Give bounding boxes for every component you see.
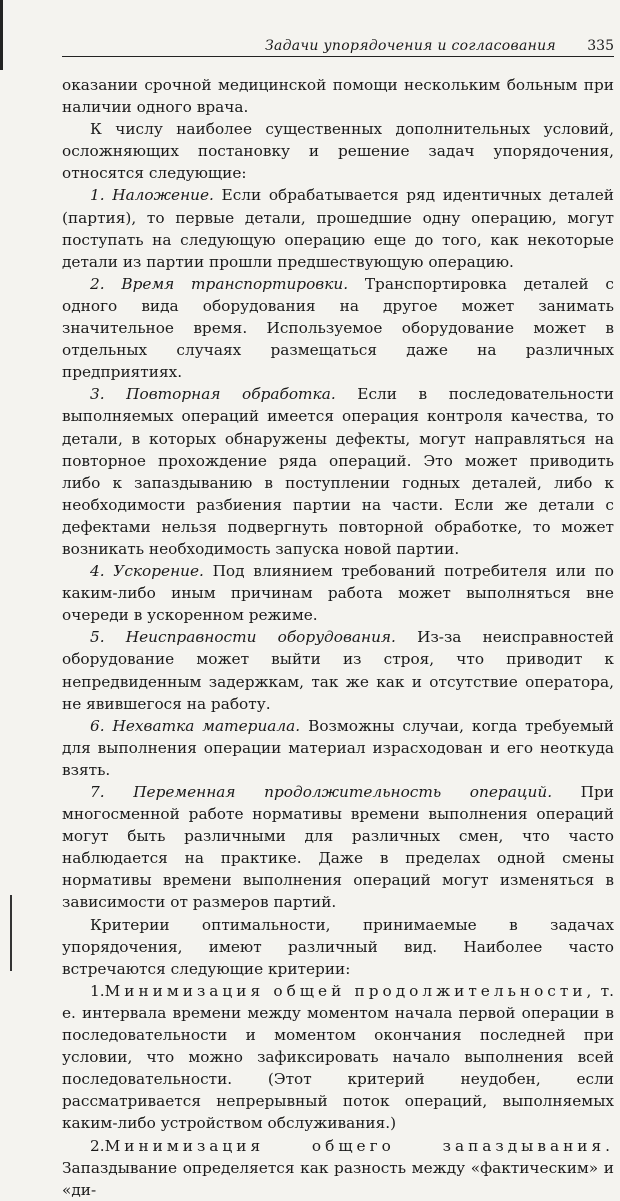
paragraph-intro: К числу наиболее существенных дополнительных условий, осложняющих постановку и решение задач упорядочения, относятся следующие: [62, 120, 614, 183]
page-number: 335 [587, 38, 614, 54]
text-equipment-failure: Из-за неисправностей оборудование может выйти из строя, что приводит к непредвиденным задержкам, так же как и отсутствие оператора, не явившегося на работу. [62, 628, 615, 713]
criterion-total-lateness [62, 1135, 614, 1201]
paragraph-criteria-intro: Критерии оптимальности, принимаемые в задачах упорядочения, имеют различный вид. Наиболее часто встречаются следующие критерии: [62, 915, 614, 978]
running-title: Задачи упорядочения и согласования [264, 38, 556, 54]
term-overlap: 1. Наложение. [90, 186, 214, 205]
scan-edge-mark [0, 0, 3, 70]
criterion-number-2: 2. [90, 1136, 105, 1155]
term-rework: 3. Повторная обработка. [90, 385, 336, 404]
text-variable-duration: При многосменной работе нормативы времени выполнения операций могут быть различными для различных смен, что часто наблюдается на практике. Даже в пределах одной смены нормативы времени выполнения операций могут изменяться в зависимости от размеров партий. [62, 783, 614, 912]
criterion-total-duration [62, 980, 614, 1135]
criterion-term-total-duration: Минимизация общей продолжительности, [104, 981, 596, 1000]
text-transport-time: Транспортировка деталей с одного вида оборудования на другое может занимать значительное время. Используемое оборудование может в отдельных случаях размещаться даже на различных предприятиях. [62, 274, 614, 382]
list-item-transport-time [62, 273, 614, 383]
paragraph-continuation: оказании срочной медицинской помощи нескольким больным при наличии одного врача. [62, 76, 614, 117]
term-acceleration: 4. Ускорение. [90, 562, 204, 581]
list-item-overlap [62, 184, 614, 272]
text-material-shortage: Возможны случаи, когда требуемый для выполнения операции материал израсходован и его неоткуда взять. [62, 716, 615, 779]
running-header [62, 38, 614, 57]
term-equipment-failure: 5. Неисправности оборудования. [90, 628, 396, 647]
list-item-acceleration [62, 560, 614, 626]
text-acceleration: Под влиянием требований потребителя или по каким-либо иным причинам работа может выполняться вне очереди в ускоренном режиме. [62, 562, 614, 625]
criterion-term-total-lateness: Минимизация общего запаздывания. [104, 1136, 614, 1155]
text-overlap: Если обрабатывается ряд идентичных деталей (партия), то первые детали, прошедшие одну операцию, могут поступать на следующую операцию еще до того, как некоторые детали из партии прошли предшествующую операцию. [62, 186, 614, 271]
term-material-shortage: 6. Нехватка материала. [90, 716, 301, 735]
list-item-rework [62, 383, 614, 560]
list-item-variable-duration [62, 781, 614, 914]
criterion-text-total-duration: т. е. интервала времени между моментом начала первой операции в последовательности и моментом окончания последней при условии, что можно зафиксировать начало выполнения всей последовательности. (Этот критерий неудобен, если рассматривается непрерывный поток операций, выполняемых каким-либо устройством обслуживания.) [62, 981, 615, 1133]
page-body [62, 74, 614, 1201]
list-item-material-shortage [62, 715, 614, 781]
term-transport-time: 2. Время транспортировки. [90, 274, 349, 293]
criterion-number-1: 1. [90, 981, 105, 1000]
term-variable-duration: 7. Переменная продолжительность операций. [90, 783, 553, 801]
scan-edge-mark-bottom [10, 895, 12, 971]
text-rework: Если в последовательности выполняемых операций имеется операция контроля качества, то детали, в которых обнаружены дефекты, могут направляться на повторное прохождение ряда операций. Это может приводить либо к запаздыванию в поступлении годных деталей, либо к необходимости разбиения партии на части. Если же детали с дефектами нельзя подвергнуть повторной обработке, то может возникать необходимость запуска новой партии. [62, 385, 615, 558]
list-item-equipment-failure [62, 626, 614, 714]
criterion-text-total-lateness: Запаздывание определяется как разность между «фактическим» и «ди- [62, 1158, 614, 1199]
